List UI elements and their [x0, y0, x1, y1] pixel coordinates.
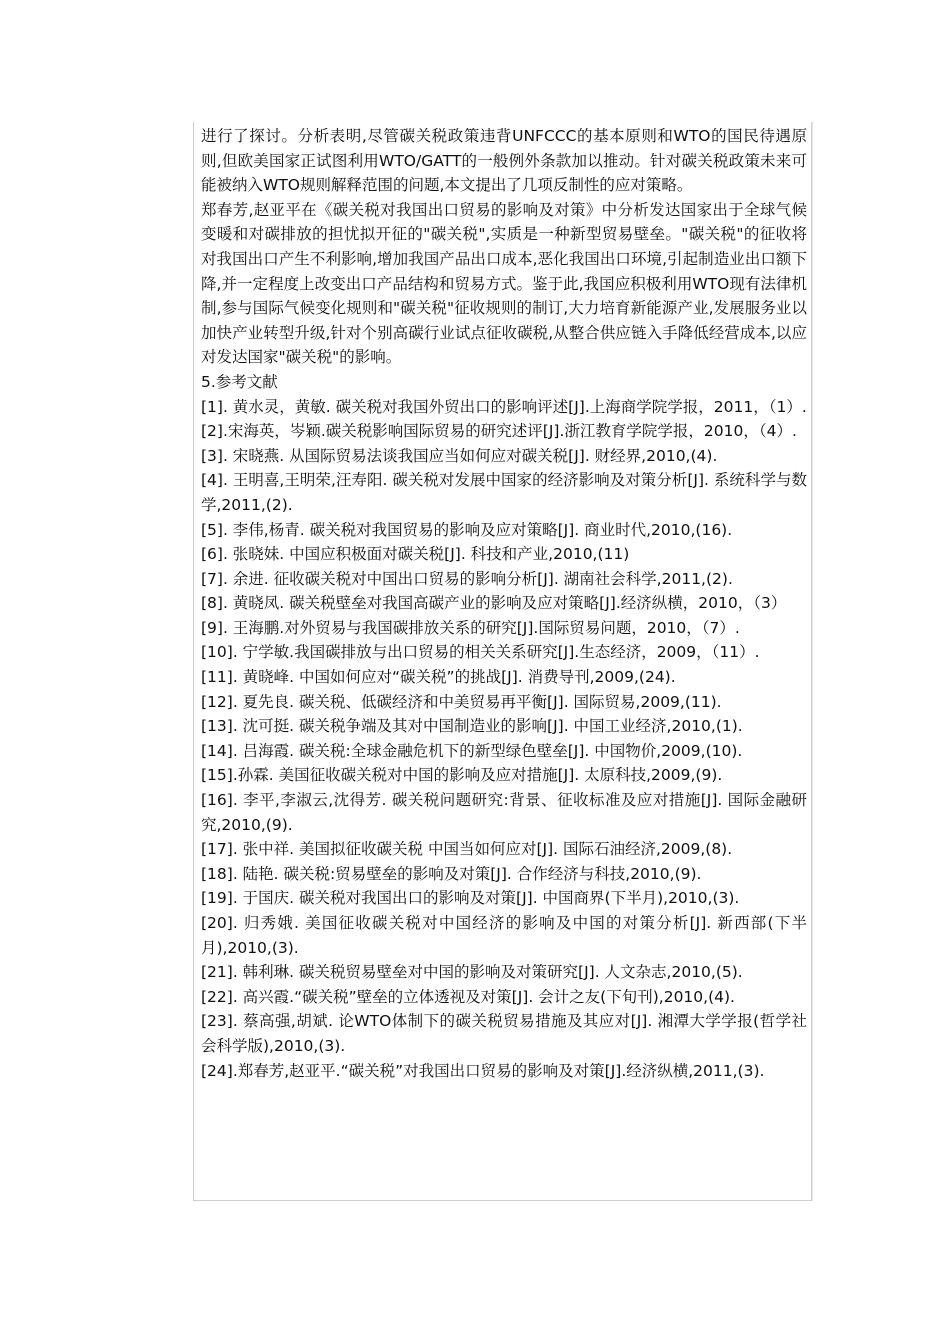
reference-item: [10]. 宁学敏.我国碳排放与出口贸易的相关关系研究[J].生态经济，2009，（11）. [201, 643, 760, 662]
reference-item: [20]. 归秀娥. 美国征收碳关税对中国经济的影响及中国的对策分析[J]. 新西部(下半月),2010,(3). [201, 914, 807, 957]
paragraph-intro: 进行了探讨。分析表明,尽管碳关税政策违背UNFCCC的基本原则和WTO的国民待遇原则,但欧美国家正试图利用WTO/GATT的一般例外条款加以推动。针对碳关税政策未来可能被纳入WTO规则解释范围的问题,本文提出了几项反制性的应对策略。 [201, 127, 807, 195]
reference-item: [9]. 王海鹏.对外贸易与我国碳排放关系的研究[J].国际贸易问题，2010，（7）. [201, 618, 740, 637]
reference-item: [1]. 黄水灵，黄敏. 碳关税对我国外贸出口的影响评述[J].上海商学院学报，2011，（1）. [201, 397, 807, 416]
reference-item: [13]. 沈可挺. 碳关税争端及其对中国制造业的影响[J]. 中国工业经济,2010,(1). [201, 717, 743, 736]
reference-item: [4]. 王明喜,王明荣,汪寿阳. 碳关税对发展中国家的经济影响及对策分析[J]. 系统科学与数学,2011,(2). [201, 471, 807, 514]
reference-item: [16]. 李平,李淑云,沈得芳. 碳关税问题研究:背景、征收标准及应对措施[J]. 国际金融研究,2010,(9). [201, 791, 807, 834]
reference-item: [3]. 宋晓燕. 从国际贸易法谈我国应当如何应对碳关税[J]. 财经界,2010,(4). [201, 446, 718, 465]
reference-list [201, 395, 807, 1084]
reference-item: [18]. 陆艳. 碳关税:贸易壁垒的影响及对策[J]. 合作经济与科技,2010,(9). [201, 864, 702, 883]
reference-item: [23]. 蔡高强,胡斌. 论WTO体制下的碳关税贸易措施及其应对[J]. 湘潭大学学报(哲学社会科学版),2010,(3). [201, 1012, 807, 1055]
reference-item: [12]. 夏先良. 碳关税、低碳经济和中美贸易再平衡[J]. 国际贸易,2009,(11). [201, 692, 722, 711]
reference-item: [19]. 于国庆. 碳关税对我国出口的影响及对策[J]. 中国商界(下半月),2010,(3). [201, 889, 740, 908]
reference-item: [11]. 黄晓峰. 中国如何应对“碳关税”的挑战[J]. 消费导刊,2009,(24). [201, 668, 676, 687]
reference-item: [15].孙霖. 美国征收碳关税对中国的影响及应对措施[J]. 太原科技,2009,(9). [201, 766, 723, 785]
reference-item: [2].宋海英，岑颖.碳关税影响国际贸易的研究述评[J].浙江教育学院学报，2010，（4）. [201, 422, 797, 441]
section-heading-references: 5.参考文献 [201, 372, 278, 391]
reference-item: [7]. 余进. 征收碳关税对中国出口贸易的影响分析[J]. 湖南社会科学,2011,(2). [201, 569, 733, 588]
reference-item: [14]. 吕海霞. 碳关税:全球金融危机下的新型绿色壁垒[J]. 中国物价,2009,(10). [201, 741, 743, 760]
reference-item: [5]. 李伟,杨青. 碳关税对我国贸易的影响及应对策略[J]. 商业时代,2010,(16). [201, 520, 733, 539]
reference-item: [8]. 黄晓凤. 碳关税壁垒对我国高碳产业的影响及应对策略[J].经济纵横，2010，（3） [201, 594, 787, 613]
reference-item: [6]. 张晓妹. 中国应积极面对碳关税[J]. 科技和产业,2010,(11) [201, 545, 630, 564]
reference-item: [17]. 张中祥. 美国拟征收碳关税 中国当如何应对[J]. 国际石油经济,2009,(8). [201, 840, 733, 859]
reference-item: [21]. 韩利琳. 碳关税贸易壁垒对中国的影响及对策研究[J]. 人文杂志,2010,(5). [201, 963, 743, 982]
document-body [201, 124, 807, 1083]
reference-item: [22]. 高兴霞.“碳关税”壁垒的立体透视及对策[J]. 会计之友(下旬刊),2010,(4). [201, 987, 735, 1006]
reference-item: [24].郑春芳,赵亚平.“碳关税”对我国出口贸易的影响及对策[J].经济纵横,2011,(3). [201, 1061, 765, 1080]
paragraph-zheng-zhao: 郑春芳,赵亚平在《碳关税对我国出口贸易的影响及对策》中分析发达国家出于全球气候变暖和对碳排放的担忧拟开征的"碳关税",实质是一种新型贸易壁垒。"碳关税"的征收将对我国出口产生不利影响,增加我国产品出口成本,恶化我国出口环境,引起制造业出口额下降,并一定程度上改变出口产品结构和贸易方式。鉴于此,我国应积极利用WTO现有法律机制,参与国际气候变化规则和"碳关税"征收规则的制订,大力培育新能源产业,发展服务业以加快产业转型升级,针对个别高碳行业试点征收碳税,从整合供应链入手降低经营成本,以应对发达国家"碳关税"的影响。 [201, 200, 807, 367]
